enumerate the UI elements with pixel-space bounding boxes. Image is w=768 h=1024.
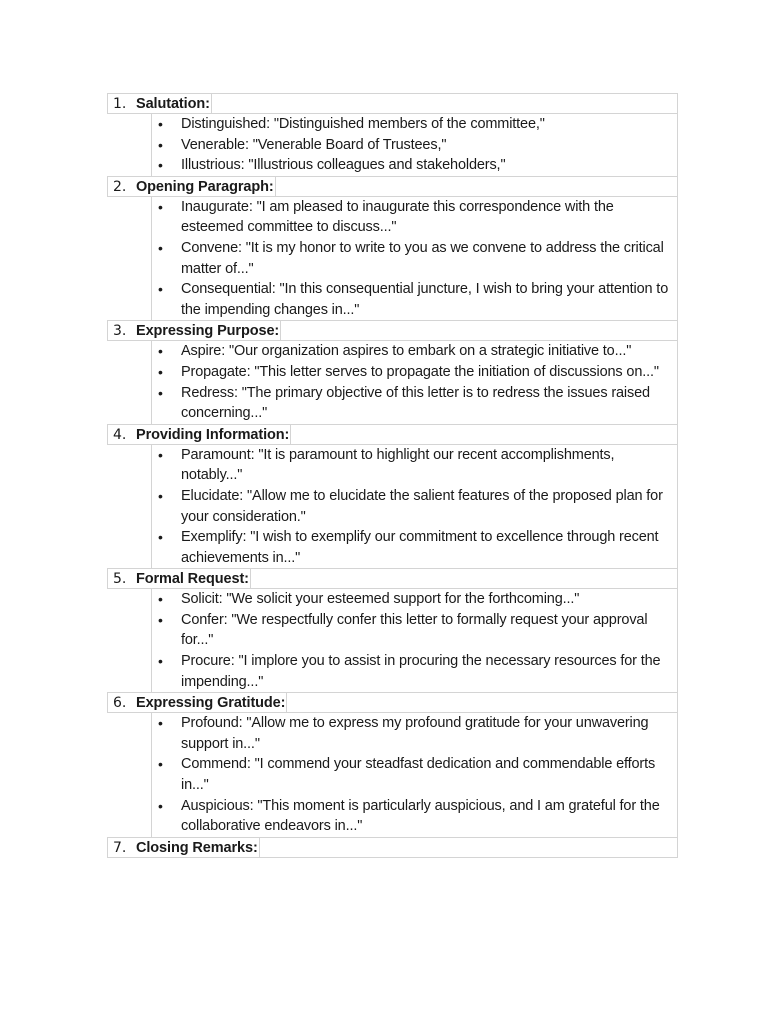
section-heading: Opening Paragraph: <box>136 178 274 195</box>
heading-label-box <box>135 424 291 445</box>
list-item <box>152 445 677 486</box>
bullet-list <box>151 713 678 838</box>
list-item <box>152 589 677 610</box>
bullet-icon: • <box>158 487 163 504</box>
bullet-icon: • <box>158 653 163 670</box>
section-heading: Salutation: <box>136 96 210 112</box>
section-heading: Expressing Purpose: <box>136 323 280 340</box>
list-item-text: Distinguished: "Distinguished members of the committee," <box>181 116 545 132</box>
list-number: 4. <box>113 426 127 443</box>
list-item-text: Confer: "We respectfully confer this letter to formally request your approval for..." <box>181 611 648 649</box>
section-heading: Formal Request: <box>136 571 249 588</box>
list-item <box>152 754 677 795</box>
heading-label-box <box>135 93 212 114</box>
bullet-icon: • <box>158 281 163 298</box>
bullet-icon: • <box>158 157 163 174</box>
list-item <box>152 135 677 156</box>
list-item <box>152 796 677 837</box>
heading-label-box <box>135 568 251 589</box>
list-item <box>152 527 677 568</box>
list-item <box>152 197 677 238</box>
bullet-list <box>151 341 678 424</box>
heading-label-box <box>135 692 287 713</box>
list-item-text: Propagate: "This letter serves to propagate the initiation of discussions on..." <box>181 363 659 380</box>
heading-label-box <box>135 320 281 341</box>
bullet-icon: • <box>158 343 163 360</box>
list-item-text: Inaugurate: "I am pleased to inaugurate this correspondence with the esteemed committee to discuss..." <box>181 198 614 236</box>
list-heading-row <box>107 692 678 713</box>
list-item <box>152 341 677 362</box>
list-heading-row <box>107 568 678 589</box>
list-item-text: Illustrious: "Illustrious colleagues and stakeholders," <box>181 157 506 174</box>
section-heading: Expressing Gratitude: <box>136 695 286 712</box>
list-item-text: Commend: "I commend your steadfast dedication and commendable efforts in..." <box>181 756 656 794</box>
list-item-text: Procure: "I implore you to assist in procuring the necessary resources for the impending..." <box>181 653 661 690</box>
list-number: 7. <box>113 839 127 856</box>
list-item <box>152 383 677 424</box>
list-item <box>152 279 677 320</box>
bullet-icon: • <box>158 446 163 463</box>
bullet-list <box>151 445 678 570</box>
list-number: 2. <box>113 178 127 195</box>
bullet-icon: • <box>158 591 163 608</box>
bullet-icon: • <box>158 715 163 732</box>
list-item-text: Convene: "It is my honor to write to you as we convene to address the critical matter of..." <box>181 239 664 277</box>
bullet-icon: • <box>158 136 163 153</box>
list-heading-row <box>107 93 678 114</box>
bullet-icon: • <box>158 384 163 401</box>
heading-label-box <box>135 176 276 197</box>
list-item-text: Venerable: "Venerable Board of Trustees," <box>181 136 447 153</box>
bullet-icon: • <box>158 239 163 256</box>
bullet-list <box>151 589 678 693</box>
list-item-text: Profound: "Allow me to express my profound gratitude for your unwavering support in..." <box>181 715 649 752</box>
list-item <box>152 610 677 651</box>
section-heading: Closing Remarks: <box>136 839 258 856</box>
list-item <box>152 238 677 279</box>
list-item-text: Solicit: "We solicit your esteemed support for the forthcoming..." <box>181 591 580 608</box>
bullet-icon: • <box>158 529 163 546</box>
heading-label-box <box>135 837 260 858</box>
list-number: 6. <box>113 695 127 712</box>
bullet-icon: • <box>158 797 163 814</box>
bullet-icon: • <box>158 363 163 380</box>
list-heading-row <box>107 424 678 445</box>
list-item <box>152 362 677 383</box>
list-item-text: Exemplify: "I wish to exemplify our commitment to excellence through recent achievements in..." <box>181 529 659 566</box>
bullet-list <box>151 197 678 322</box>
list-heading-row <box>107 320 678 341</box>
section-heading: Providing Information: <box>136 426 290 443</box>
document-page <box>107 93 678 858</box>
list-item <box>152 651 677 692</box>
list-item <box>152 155 677 176</box>
bullet-icon: • <box>158 198 163 215</box>
list-number: 3. <box>113 323 127 340</box>
list-item-text: Elucidate: "Allow me to elucidate the salient features of the proposed plan for your consideration." <box>181 487 663 525</box>
list-item-text: Aspire: "Our organization aspires to embark on a strategic initiative to..." <box>181 343 632 360</box>
bullet-icon: • <box>158 611 163 628</box>
list-item <box>152 713 677 754</box>
bullet-list <box>151 114 678 177</box>
bullet-icon: • <box>158 116 163 132</box>
list-item-text: Auspicious: "This moment is particularly auspicious, and I am grateful for the collaborative endeavors in..." <box>181 797 660 835</box>
list-number: 5. <box>113 571 127 588</box>
list-heading-row <box>107 176 678 197</box>
list-heading-row <box>107 837 678 858</box>
list-number: 1. <box>113 96 127 112</box>
bullet-icon: • <box>158 756 163 773</box>
list-item-text: Consequential: "In this consequential juncture, I wish to bring your attention to the impending changes in..." <box>181 281 669 318</box>
list-item-text: Redress: "The primary objective of this letter is to redress the issues raised concerning..." <box>181 384 650 422</box>
list-item <box>152 486 677 527</box>
list-item <box>152 114 677 135</box>
list-item-text: Paramount: "It is paramount to highlight our recent accomplishments, notably..." <box>181 446 615 484</box>
